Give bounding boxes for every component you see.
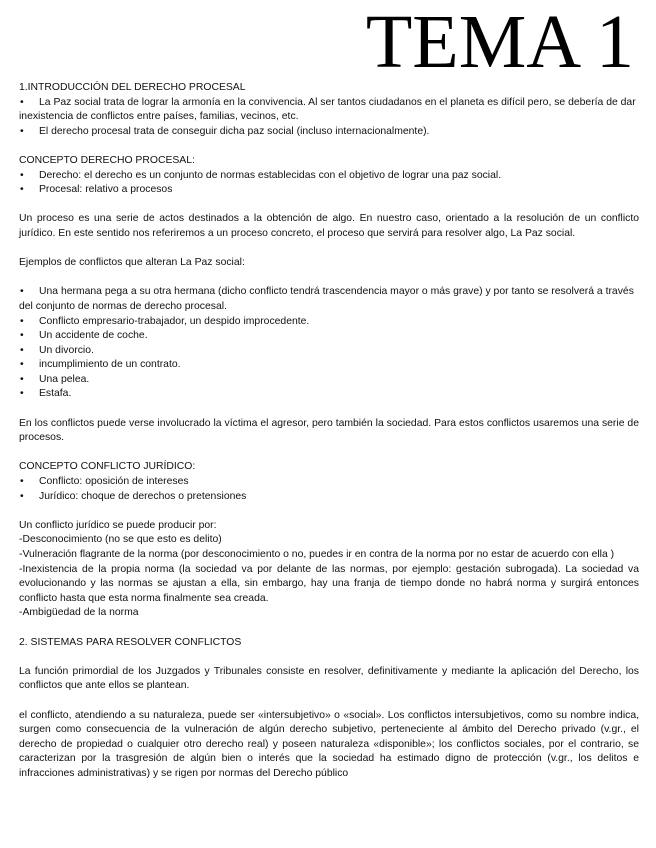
causa-item: -Ambigüedad de la norma <box>19 607 139 619</box>
section-heading-concepto-conflicto: CONCEPTO CONFLICTO JURÍDICO: <box>19 461 196 473</box>
causa-item: -Desconocimiento (no se que esto es delito) <box>19 534 222 546</box>
bullet-item: • Conflicto empresario-trabajador, un despido improcedente. <box>19 315 639 330</box>
bullet-item: • La Paz social trata de lograr la armonía en la convivencia. Al ser tantos ciudadanos en el planeta es difícil pero, se debería de dar inexistencia de conflictos entre países, familias, vecinos, etc. <box>19 96 639 125</box>
bullet-item: • Procesal: relativo a procesos <box>19 183 639 198</box>
ejemplos-bullet-list <box>19 285 639 402</box>
paragraph-sistemas-1: La función primordial de los Juzgados y Tribunales consiste en resolver, definitivamente y mediante la aplicación del Derecho, los conflictos que ante ellos se plantean. <box>19 665 639 692</box>
document-body <box>19 81 639 782</box>
concepto-derecho-bullet-list <box>19 169 639 198</box>
bullet-item: • Derecho: el derecho es un conjunto de normas establecidas con el objetivo de lograr una paz social. <box>19 169 639 184</box>
bullet-item: • El derecho procesal trata de conseguir dicha paz social (incluso internacionalmente). <box>19 125 639 140</box>
bullet-item: • Conflicto: oposición de intereses <box>19 475 639 490</box>
bullet-item: • Una hermana pega a su otra hermana (dicho conflicto tendrá trascendencia mayor o más grave) y por tanto se resolverá a través del conjunto de normas de derecho procesal. <box>19 285 639 314</box>
bullet-item: • Una pelea. <box>19 373 639 388</box>
section-heading-concepto-derecho: CONCEPTO DERECHO PROCESAL: <box>19 154 195 166</box>
paragraph-sistemas-2: el conflicto, atendiendo a su naturaleza, puede ser «intersubjetivo» o «social». Los conflictos intersubjetivos, como su nombre indica, surgen como consecuencia de la vulneración de algún derecho subjetivo, perteneciente al ámbito del Derecho privado (v.gr., el derecho de propiedad o cualquier otro derecho real) y poseen naturaleza «disponible»; los conflictos sociales, por el contrario, se caracterizan por la trasgresión de algún bien o interés que la sociedad ha estimado digno de protección (v.gr., los delitos e infracciones administrativas) y se rigen por normas del Derecho público <box>19 709 639 779</box>
causa-item: -Vulneración flagrante de la norma (por desconocimiento o no, puedes ir en contra de la norma por no estar de acuerdo con ella ) <box>19 549 615 560</box>
bullet-item: • Estafa. <box>19 387 639 402</box>
paragraph-conflictos: En los conflictos puede verse involucrado la víctima el agresor, pero también la sociedad. Para estos conflictos usaremos una serie de procesos. <box>19 417 639 444</box>
concepto-conflicto-bullet-list <box>19 475 639 504</box>
intro-bullet-list <box>19 96 639 140</box>
paragraph-proceso: Un proceso es una serie de actos destinados a la obtención de algo. En nuestro caso, orientado a la resolución de un conflicto jurídico. En este sentido nos referiremos a un proceso concreto, el proceso que servirá para resolver algo, La Paz social. <box>19 213 639 239</box>
section-heading-intro: 1.INTRODUCCIÓN DEL DERECHO PROCESAL <box>19 82 246 93</box>
causa-item: -Inexistencia de la propia norma (la sociedad va por delante de las normas, por ejemplo: gestación subrogada). La sociedad va evolucionando y las normas se ajustan a ella, sin embargo, hay una franja de tiempo donde no habrá norma y surgirá entonces conflicto hasta que esta norma finalmente sea creada. <box>19 563 639 604</box>
bullet-item: • Un divorcio. <box>19 344 639 359</box>
page-title: TEMA 1 <box>365 0 634 84</box>
section-heading-ejemplos: Ejemplos de conflictos que alteran La Paz social: <box>19 257 245 269</box>
bullet-item: • Un accidente de coche. <box>19 329 639 344</box>
bullet-item: • Jurídico: choque de derechos o pretensiones <box>19 490 639 505</box>
bullet-item: • incumplimiento de un contrato. <box>19 358 639 373</box>
section-heading-sistemas: 2. SISTEMAS PARA RESOLVER CONFLICTOS <box>19 636 242 648</box>
causas-intro: Un conflicto jurídico se puede producir por: <box>19 519 217 531</box>
